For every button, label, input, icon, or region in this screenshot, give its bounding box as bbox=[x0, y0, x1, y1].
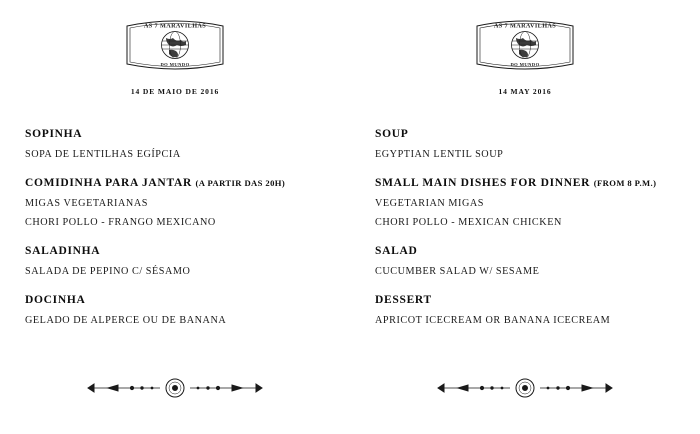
menu-column-english bbox=[350, 0, 700, 434]
globe-emblem-icon bbox=[469, 14, 581, 76]
menu-date-right: 14 MAY 2016 bbox=[498, 87, 552, 96]
menu-item: VEGETARIAN MIGAS bbox=[375, 198, 485, 209]
menu-item: SALADA DE PEPINO C/ SÉSAMO bbox=[25, 266, 191, 277]
menu-item: MIGAS VEGETARIANAS bbox=[25, 198, 148, 209]
menu-item: EGYPTIAN LENTIL SOUP bbox=[375, 149, 504, 160]
menu-section bbox=[375, 245, 700, 277]
section-title-text: DESSERT bbox=[375, 294, 432, 306]
section-title bbox=[375, 177, 700, 189]
menu-section bbox=[25, 294, 350, 326]
section-title bbox=[25, 177, 350, 189]
menu-section bbox=[375, 294, 700, 326]
menu-section bbox=[375, 177, 700, 228]
svg-text:DO MUNDO: DO MUNDO bbox=[510, 62, 540, 67]
section-title-text: SALAD bbox=[375, 245, 418, 257]
menu-section bbox=[375, 128, 700, 160]
menu-item: CUCUMBER SALAD W/ SESAME bbox=[375, 266, 540, 277]
menu-sections-left bbox=[0, 128, 350, 343]
svg-text:AS 7 MARAVILHAS: AS 7 MARAVILHAS bbox=[493, 22, 557, 30]
section-title bbox=[375, 245, 700, 257]
menu-item: APRICOT ICECREAM OR BANANA ICECREAM bbox=[375, 315, 611, 326]
menu-sections-right bbox=[350, 128, 700, 343]
menu-section bbox=[25, 177, 350, 228]
menu-section bbox=[25, 245, 350, 277]
section-title-text: SMALL MAIN DISHES FOR DINNER bbox=[375, 177, 591, 189]
section-title-text: DOCINHA bbox=[25, 294, 86, 306]
section-title-note: (A PARTIR DAS 20H) bbox=[195, 178, 286, 188]
section-title-note: (FROM 8 P.M.) bbox=[593, 178, 657, 188]
menu-item: SOPA DE LENTILHAS EGÍPCIA bbox=[25, 149, 181, 160]
menu-item: CHORI POLLO - FRANGO MEXICANO bbox=[25, 217, 216, 228]
section-title bbox=[25, 245, 350, 257]
section-title bbox=[375, 294, 700, 306]
globe-emblem-icon bbox=[119, 14, 231, 76]
section-title-text: SOUP bbox=[375, 128, 409, 140]
section-title bbox=[375, 128, 700, 140]
svg-text:DO MUNDO: DO MUNDO bbox=[160, 62, 190, 67]
menu-item: GELADO DE ALPERCE OU DE BANANA bbox=[25, 315, 227, 326]
section-title-text: SOPINHA bbox=[25, 128, 83, 140]
menu-date-left: 14 DE MAIO DE 2016 bbox=[130, 87, 220, 96]
section-title bbox=[25, 294, 350, 306]
section-title-text: SALADINHA bbox=[25, 245, 101, 257]
menu-section bbox=[25, 128, 350, 160]
section-title-text: COMIDINHA PARA JANTAR bbox=[25, 177, 192, 189]
menu-item: CHORI POLLO - MEXICAN CHICKEN bbox=[375, 217, 562, 228]
ornamental-divider-icon-right bbox=[350, 377, 700, 404]
logo-block-left bbox=[0, 14, 350, 96]
ornamental-divider-icon-left bbox=[0, 377, 350, 404]
svg-text:AS 7 MARAVILHAS: AS 7 MARAVILHAS bbox=[143, 22, 207, 30]
section-title bbox=[25, 128, 350, 140]
logo-block-right bbox=[350, 14, 700, 96]
